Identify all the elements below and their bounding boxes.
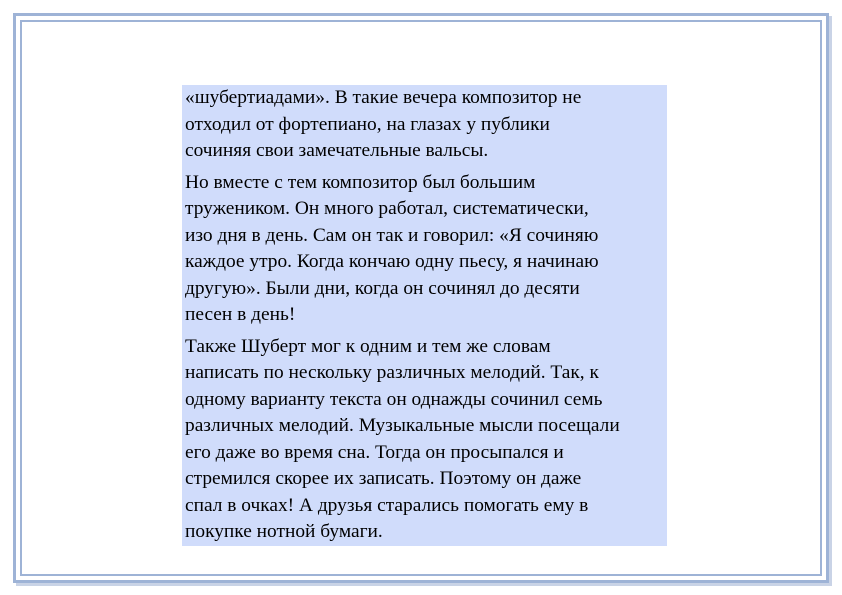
- text-box: [182, 85, 667, 546]
- paragraph-1: «шубертиадами». В такие вечера композитор не отходил от фортепиано, на глазах у публики сочиняя свои замечательные вальсы.: [185, 87, 582, 161]
- paragraph-3: Также Шуберт мог к одним и тем же словам написать по нескольку различных мелодий. Так, к одному варианту текста он однажды сочинил семь различных мелодий. Музыкальные мысли посещали его даже во время сна. Тогда он просыпался и стремился скорее их записать. Поэтому он даже спал в очках! А друзья старались помогать ему в покупке нотной бумаги.: [185, 335, 620, 542]
- paragraph-2: Но вместе с тем композитор был большим тружеником. Он много работал, систематически, изо дня в день. Сам он так и говорил: «Я сочиняю каждое утро. Когда кончаю одну пьесу, я начинаю другую». Были дни, когда он сочинял до десяти песен в день!: [185, 171, 599, 325]
